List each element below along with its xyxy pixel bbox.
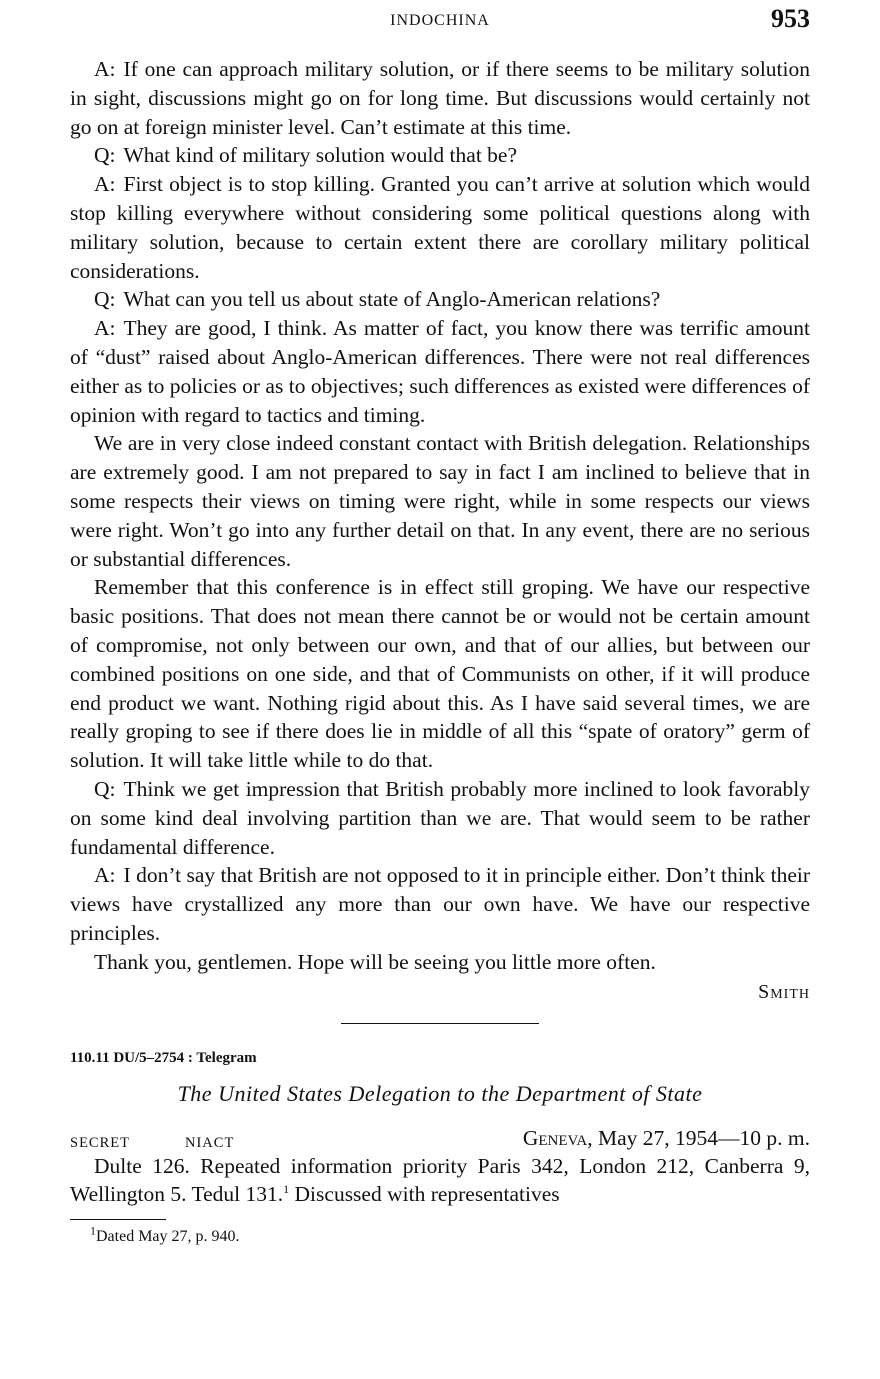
transcript-paragraph <box>70 573 810 775</box>
page-number: 953 <box>771 4 810 33</box>
footnote-marker[interactable]: 1 <box>283 1182 290 1197</box>
speaker-label: A: <box>94 172 116 197</box>
speaker-label: Q: <box>94 287 116 312</box>
transcript-paragraph <box>70 861 810 947</box>
running-title: INDOCHINA <box>390 12 490 29</box>
speaker-label: A: <box>94 316 116 341</box>
dateline <box>70 1124 810 1152</box>
document-page <box>70 0 810 1379</box>
section-divider <box>341 1023 539 1024</box>
footnote-text: Dated May 27, p. 940. <box>96 1228 240 1246</box>
paragraph-text: If one can approach military solution, or if there seems to be military solution in sight, discussions might go on for long time. But discussions would certainly not go on at foreign minister level. Can’t estimate at this time. <box>70 57 810 139</box>
transcript-paragraph <box>70 314 810 429</box>
transcript-paragraph <box>70 55 810 141</box>
signature: Smith <box>758 980 810 1003</box>
footnote-number: 1 <box>90 1223 96 1238</box>
page-body <box>70 55 810 1247</box>
paragraph-text: They are good, I think. As matter of fact, you know there was terrific amount of “dust” raised about Anglo-American differences. There were not real differences either as to policies or as to objectives; such differences as existed were differences of opinion with regard to tactics and timing. <box>70 316 810 427</box>
paragraph-text: What kind of military solution would that be? <box>123 143 517 168</box>
telegram-text: Dulte 126. Repeated information priority Paris 342, London 212, Canberra 9, Wellington 5. Tedul 131. <box>70 1153 810 1207</box>
paragraph-text: First object is to stop killing. Granted you can’t arrive at solution which would stop killing everywhere without considering some political questions along with military solution, because to certain extent there are corollary military political considerations. <box>70 172 810 283</box>
place: Geneva <box>522 1125 588 1150</box>
date: , May 27, 1954—10 p. m. <box>587 1125 810 1150</box>
paragraph-text: Think we get impression that British probably more inclined to look favorably on some kind deal involving partition than we are. That would seem to be rather fundamental difference. <box>70 776 810 859</box>
place-and-date <box>523 1124 810 1153</box>
document-title: The United States Delegation to the Department of State <box>177 1080 703 1106</box>
transcript-paragraph <box>70 285 810 314</box>
classification-marking: SECRET <box>70 1134 130 1151</box>
speaker-label: A: <box>94 863 116 888</box>
transcript-paragraph <box>70 170 810 285</box>
paragraph-text: I don’t say that British are not opposed to it in principle either. Don’t think their views have crystallized any more than our own have. We have our respective principles. <box>70 863 810 945</box>
transcript-paragraph <box>70 775 810 861</box>
transcript-paragraph <box>70 948 810 977</box>
precedence-marking: NIACT <box>185 1134 235 1151</box>
transcript-paragraph <box>70 429 810 573</box>
speaker-label: Q: <box>94 776 116 801</box>
paragraph-text: We are in very close indeed constant contact with British delegation. Relationships are extremely good. I am not prepared to say in fact I am inclined to believe that in some respects their views on timing were right, while in some respects our views were right. Won’t go into any further detail on that. In any event, there are no serious or substantial differences. <box>70 431 810 571</box>
running-header <box>70 4 810 40</box>
speaker-label: Q: <box>94 143 116 168</box>
paragraph-text: Thank you, gentlemen. Hope will be seeing you little more often. <box>94 949 656 974</box>
paragraph-text: Remember that this conference is in effect still groping. We have our respective basic positions. That does not mean there cannot be or would not be certain amount of compromise, not only between our own, and that of our allies, but between our combined positions on one side, and that of Communists on other, if it will produce end product we want. Nothing rigid about this. As I have said several times, we are really groping to see if there does lie in middle of all this “spate of oratory” germ of solution. It will take little while to do that. <box>70 575 810 773</box>
telegram-text-continued: Discussed with representatives <box>289 1182 560 1207</box>
paragraph-text: What can you tell us about state of Anglo-American relations? <box>123 287 661 312</box>
footnote-divider <box>70 1219 166 1220</box>
footnote <box>70 1223 810 1247</box>
transcript-paragraph <box>70 141 810 170</box>
telegram-body <box>70 1152 810 1210</box>
speaker-label: A: <box>94 57 116 81</box>
file-reference: 110.11 DU/5–2754 : Telegram <box>70 1049 257 1066</box>
